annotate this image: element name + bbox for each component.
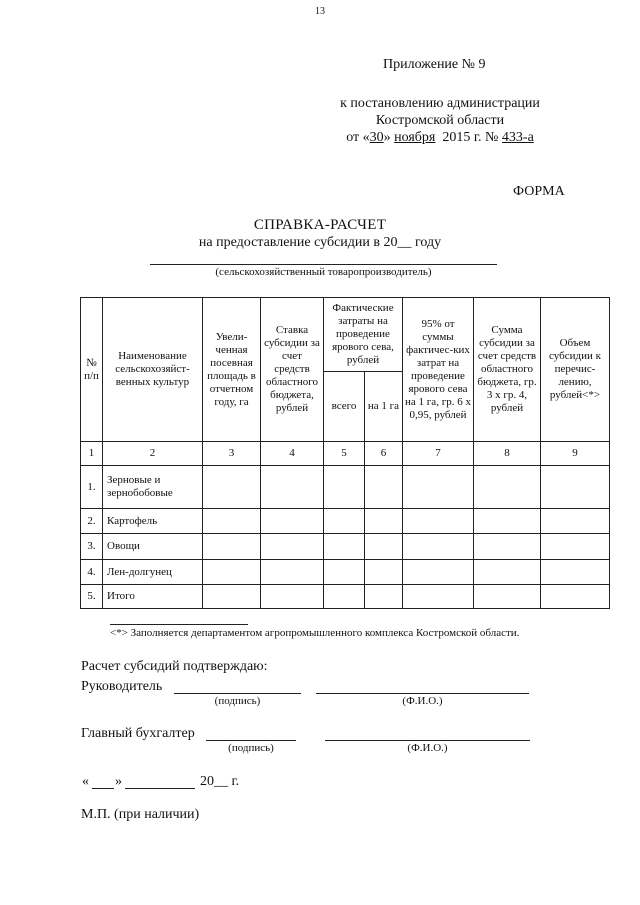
footnote-divider — [110, 624, 248, 625]
cell-actual-total — [324, 534, 365, 560]
cell-actual-per-ha — [365, 509, 403, 534]
column-number: 4 — [261, 442, 324, 466]
accountant-name-line[interactable] — [325, 740, 530, 741]
table-row — [81, 534, 610, 560]
decree-number: 433-а — [501, 130, 534, 145]
cell-subsidy-sum — [474, 466, 541, 509]
row-crop: Зерновые и зернобобовые — [103, 466, 203, 509]
header-num: № п/п — [81, 298, 103, 442]
document-subtitle: на предоставление субсидии в 20__ году — [198, 235, 442, 250]
cell-actual-total — [324, 560, 365, 585]
row-crop: Овощи — [103, 534, 203, 560]
cell-95-percent — [403, 534, 474, 560]
accountant-name-caption: (Ф.И.О.) — [407, 742, 448, 754]
cell-subsidy-sum — [474, 585, 541, 609]
column-number: 9 — [541, 442, 610, 466]
producer-caption: (сельскохозяйственный товаропроизводитель) — [215, 266, 432, 278]
cell-subsidy-volume — [541, 466, 610, 509]
cell-area — [203, 585, 261, 609]
cell-area — [203, 466, 261, 509]
table-row — [81, 509, 610, 534]
header-subsidy-volume: Объем субсидии к перечис-лению, рублей<*> — [541, 298, 610, 442]
cell-actual-per-ha — [365, 585, 403, 609]
cell-area — [203, 509, 261, 534]
header-95-percent: 95% от суммы фактичес-ких затрат на проведение ярового сева на 1 га, гр. 6 x 0,95, рублей — [403, 298, 474, 442]
cell-subsidy-volume — [541, 509, 610, 534]
date-day-line[interactable] — [92, 788, 114, 789]
row-crop: Лен-долгунец — [103, 560, 203, 585]
decree-mid-1: » — [383, 130, 395, 145]
stamp-label: М.П. (при наличии) — [81, 807, 200, 822]
column-number: 3 — [203, 442, 261, 466]
cell-actual-total — [324, 509, 365, 534]
date-year: 20__ г. — [200, 774, 240, 789]
footnote: <*> Заполняется департаментом агропромышленного комплекса Костромской области. — [110, 627, 520, 639]
cell-rate — [261, 466, 324, 509]
cell-95-percent — [403, 509, 474, 534]
accountant-signature-line[interactable] — [206, 740, 296, 741]
cell-rate — [261, 560, 324, 585]
appendix-label: Приложение № 9 — [383, 57, 486, 72]
accountant-label: Главный бухгалтер — [81, 726, 195, 741]
cell-actual-per-ha — [365, 466, 403, 509]
cell-95-percent — [403, 585, 474, 609]
form-label: ФОРМА — [513, 184, 565, 199]
head-name-line[interactable] — [316, 693, 529, 694]
cell-subsidy-sum — [474, 560, 541, 585]
table-row — [81, 466, 610, 509]
cell-actual-per-ha — [365, 534, 403, 560]
column-number: 7 — [403, 442, 474, 466]
confirm-label: Расчет субсидий подтверждаю: — [81, 659, 268, 674]
header-crop: Наименование сельскохозяйст-венных культур — [103, 298, 203, 442]
row-num: 1. — [81, 466, 103, 509]
decree-reference — [310, 95, 570, 146]
row-num: 3. — [81, 534, 103, 560]
cell-subsidy-volume — [541, 560, 610, 585]
date-open-quote: « — [82, 774, 89, 789]
header-area: Увели-ченная посевная площадь в отчетном году, га — [203, 298, 261, 442]
cell-95-percent — [403, 560, 474, 585]
date-month-line[interactable] — [125, 788, 195, 789]
column-number: 2 — [103, 442, 203, 466]
decree-line-1: к постановлению администрации — [340, 96, 540, 111]
document-title: СПРАВКА-РАСЧЕТ — [253, 217, 387, 233]
table-row — [81, 560, 610, 585]
cell-subsidy-volume — [541, 534, 610, 560]
accountant-signature-caption: (подпись) — [228, 742, 274, 754]
calculation-table — [80, 297, 610, 609]
cell-rate — [261, 534, 324, 560]
row-crop: Итого — [103, 585, 203, 609]
decree-prefix: от « — [346, 130, 370, 145]
table-row — [81, 585, 610, 609]
cell-actual-total — [324, 585, 365, 609]
column-number: 6 — [365, 442, 403, 466]
column-number: 1 — [81, 442, 103, 466]
decree-line-3 — [310, 129, 570, 146]
cell-subsidy-sum — [474, 509, 541, 534]
head-name-caption: (Ф.И.О.) — [402, 695, 443, 707]
row-crop: Картофель — [103, 509, 203, 534]
column-number: 8 — [474, 442, 541, 466]
head-label: Руководитель — [81, 679, 163, 694]
decree-day: 30 — [369, 130, 384, 145]
header-actual-costs: Фактические затраты на проведение ярового сева, рублей — [324, 298, 403, 372]
producer-line — [150, 264, 497, 265]
cell-subsidy-volume — [541, 585, 610, 609]
header-subsidy-sum: Сумма субсидии за счет средств областного бюджета, гр. 3 x гр. 4, рублей — [474, 298, 541, 442]
column-number: 5 — [324, 442, 365, 466]
cell-95-percent — [403, 466, 474, 509]
page-number: 13 — [315, 6, 325, 17]
head-signature-line[interactable] — [174, 693, 301, 694]
header-rate: Ставка субсидии за счет средств областного бюджета, рублей — [261, 298, 324, 442]
cell-actual-total — [324, 466, 365, 509]
cell-rate — [261, 585, 324, 609]
row-num: 2. — [81, 509, 103, 534]
row-num: 4. — [81, 560, 103, 585]
header-actual-total: всего — [324, 372, 365, 442]
decree-line-2: Костромской области — [375, 113, 505, 128]
cell-subsidy-sum — [474, 534, 541, 560]
cell-area — [203, 560, 261, 585]
date-close-quote: » — [115, 774, 122, 789]
column-numbers-row — [81, 442, 610, 466]
row-num: 5. — [81, 585, 103, 609]
cell-rate — [261, 509, 324, 534]
cell-actual-per-ha — [365, 560, 403, 585]
decree-month: ноября — [394, 130, 436, 145]
header-actual-per-ha: на 1 га — [365, 372, 403, 442]
cell-area — [203, 534, 261, 560]
head-signature-caption: (подпись) — [214, 695, 261, 707]
decree-mid-2: 2015 г. № — [435, 130, 502, 145]
